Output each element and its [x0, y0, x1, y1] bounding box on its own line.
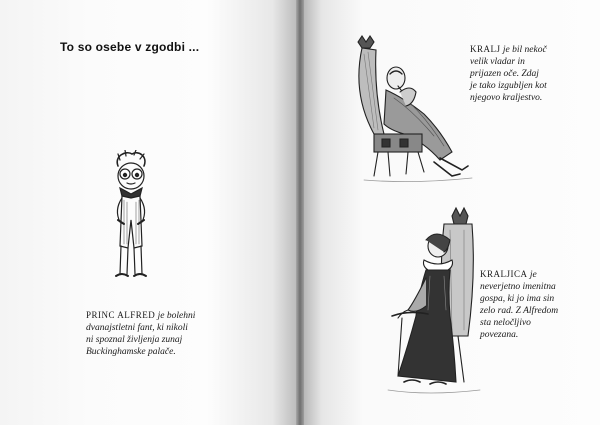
caption-line: njegovo kraljestvo. — [470, 93, 543, 103]
queen-name: KRALJICA — [480, 269, 528, 279]
prince-name: PRINC ALFRED — [86, 310, 156, 320]
prince-alfred-illustration — [96, 150, 166, 290]
queen-illustration — [368, 206, 488, 396]
caption-line: zelo rad. Z Alfredom — [480, 306, 559, 316]
right-page — [304, 0, 600, 425]
caption-line: velik vladar in — [470, 57, 525, 67]
queen-caption — [480, 268, 558, 341]
page-heading: To so osebe v zgodbi ... — [60, 40, 200, 54]
king-name: KRALJ — [470, 44, 501, 54]
caption-line: ni spoznal življenja zunaj — [86, 335, 183, 345]
caption-line: je bolehni — [155, 311, 196, 321]
caption-line: je bil nekoč — [500, 45, 547, 55]
king-illustration — [344, 34, 474, 184]
caption-line: dvanajstletni fant, ki nikoli — [86, 323, 188, 333]
left-page — [0, 0, 296, 425]
caption-line: sta neločljivo — [480, 318, 531, 328]
caption-line: prijazen oče. Zdaj — [470, 69, 539, 79]
prince-alfred-caption — [86, 309, 195, 358]
caption-line: je tako izgubljen kot — [470, 81, 547, 91]
caption-line: neverjetno imenitna — [480, 282, 556, 292]
caption-line: povezana. — [480, 330, 519, 340]
caption-line: gospa, ki jo ima sin — [480, 294, 555, 304]
caption-line: je — [527, 270, 537, 280]
caption-line: Buckinghamske palače. — [86, 347, 176, 357]
king-caption — [470, 43, 547, 104]
book-gutter — [296, 0, 304, 425]
